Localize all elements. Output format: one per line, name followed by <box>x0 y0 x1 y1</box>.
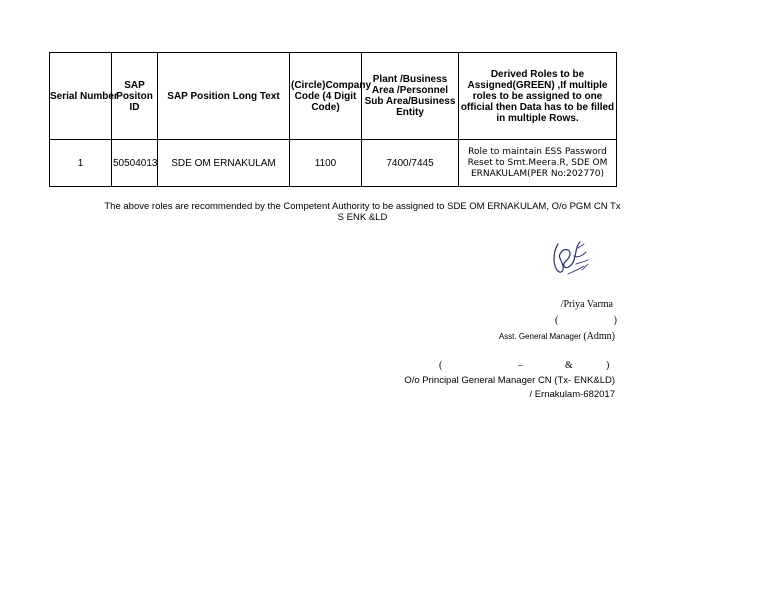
header-serial-number: Serial Number <box>50 53 112 140</box>
designation-text: Asst. General Manager <box>498 332 582 341</box>
table-row <box>50 140 617 187</box>
signature-image <box>548 236 592 280</box>
header-derived-roles: Derived Roles to be Assigned(GREEN) ,If multiple roles to be assigned to one official then Data has to be filled in multiple Rows. <box>459 53 617 140</box>
header-sap-position-long-text: SAP Position Long Text <box>158 53 290 140</box>
office-paren-open: ( <box>439 360 443 371</box>
office-paren-close: ) <box>606 360 610 371</box>
cell-plant-business-area: 7400/7445 <box>362 140 459 187</box>
cell-sap-position-long-text: SDE OM ERNAKULAM <box>158 140 290 187</box>
cell-sap-position-id: 50504013 <box>112 140 158 187</box>
office-city: / Ernakulam-682017 <box>529 389 615 400</box>
table-header-row <box>50 53 617 140</box>
signatory-designation <box>499 331 615 342</box>
cell-company-code: 1100 <box>290 140 362 187</box>
roles-table <box>49 52 617 187</box>
designation-suffix: (Admn) <box>583 331 615 342</box>
signatory-parentheses <box>555 315 617 326</box>
office-name: O/o Principal General Manager CN (Tx- ENK&LD) <box>404 375 615 386</box>
header-plant-business-area: Plant /Business Area /Personnel Sub Area/Business Entity <box>362 53 459 140</box>
signatory-name: /Priya Varma <box>560 299 613 310</box>
office-punctuation-line <box>435 360 613 372</box>
paren-open: ( <box>555 315 559 326</box>
cell-derived-roles: Role to maintain ESS Password Reset to Smt.Meera.R, SDE OM ERNAKULAM(PER No:202770) <box>459 140 617 187</box>
office-ampersand: & <box>565 360 573 371</box>
header-company-code: (Circle)Company Code (4 Digit Code) <box>290 53 362 140</box>
office-dash: – <box>518 360 523 371</box>
recommendation-note: The above roles are recommended by the Competent Authority to be assigned to SDE OM ERNAKULAM, O/o PGM CN Tx S ENK &LD <box>104 201 621 223</box>
paren-close: ) <box>613 315 617 326</box>
cell-serial-number: 1 <box>50 140 112 187</box>
header-sap-position-id: SAP Positon ID <box>112 53 158 140</box>
